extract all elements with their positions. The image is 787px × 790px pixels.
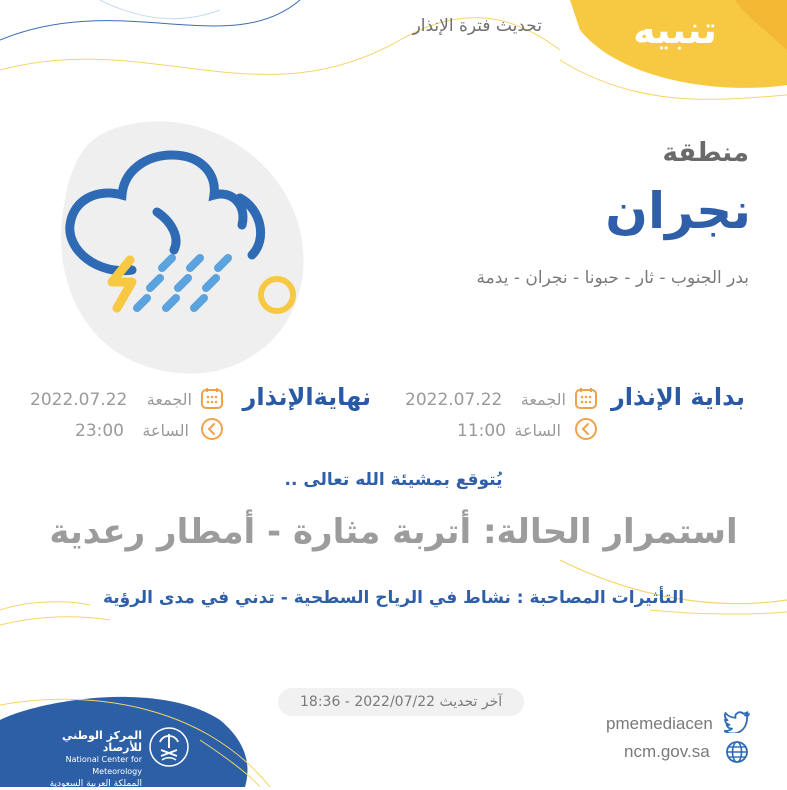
end-period-title: نهايةالإنذار: [242, 383, 371, 411]
last-updated: آخر تحديث 2022/07/22 - 18:36: [278, 688, 524, 716]
start-day: الجمعة: [520, 390, 566, 409]
logo-country: المملكة العربية السعودية: [49, 779, 142, 789]
clock-icon: [200, 417, 224, 441]
globe-icon[interactable]: [725, 740, 749, 764]
region-name: نجران: [605, 182, 751, 240]
end-time-label: الساعة: [142, 421, 189, 440]
twitter-handle[interactable]: pmemediacen: [606, 714, 713, 733]
end-day: الجمعة: [146, 390, 192, 409]
alert-badge: تنبيه: [633, 8, 717, 52]
forecast-impacts: التأثيرات المصاحبة : نشاط في الرياح السطحية - تدني في مدى الرؤية: [102, 588, 685, 608]
ncm-logo: [30, 728, 225, 789]
clock-icon: [574, 417, 598, 441]
page-subtitle: تحديث فترة الإنذار: [412, 16, 542, 36]
calendar-icon: [574, 386, 598, 410]
end-date: 2022.07.22: [30, 390, 128, 410]
thunderstorm-rain-icon: [62, 150, 302, 330]
twitter-icon[interactable]: [724, 711, 750, 733]
start-time: 11:00: [457, 421, 506, 441]
forecast-intro: يُتوقع بمشيئة الله تعالى ..: [284, 470, 503, 490]
logo-name-en: National Center for Meteorology: [65, 755, 142, 776]
start-date: 2022.07.22: [405, 390, 503, 410]
forecast-headline: استمرار الحالة: أتربة مثارة - أمطار رعدية: [49, 512, 738, 552]
logo-name-ar: المركز الوطني للأرصاد: [62, 729, 142, 754]
end-time: 23:00: [75, 421, 124, 441]
start-period-title: بداية الإنذار: [610, 383, 745, 411]
region-label: منطقة: [662, 138, 749, 168]
ncm-emblem-icon: [148, 726, 190, 768]
website-url[interactable]: ncm.gov.sa: [624, 742, 710, 761]
calendar-icon: [200, 386, 224, 410]
start-time-label: الساعة: [514, 421, 561, 440]
region-cities: بدر الجنوب - ثار - حبونا - نجران - يدمة: [476, 268, 749, 288]
